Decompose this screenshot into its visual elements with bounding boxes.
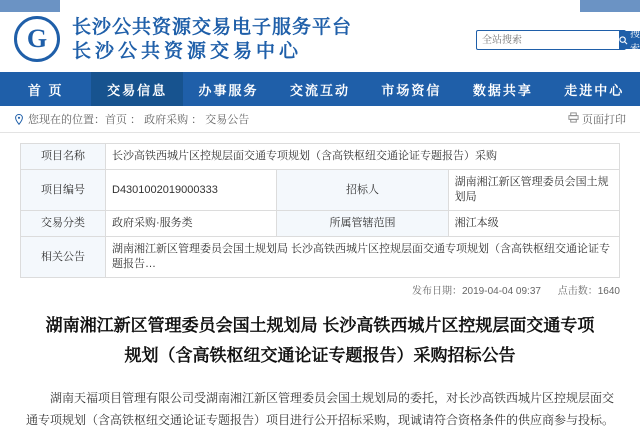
location-pin-icon — [14, 114, 24, 125]
breadcrumb — [0, 106, 640, 133]
row-value-project-name: 长沙高铁西城片区控规层面交通专项规划（含高铁枢纽交通论证专题报告）采购 — [106, 144, 620, 170]
row-label-project-code: 项目编号 — [21, 170, 106, 211]
row-label-project-name: 项目名称 — [21, 144, 106, 170]
row-label-jurisdiction: 所属管辖范围 — [277, 211, 448, 237]
row-value-trade-category: 政府采购·服务类 — [106, 211, 277, 237]
search-button-label: 搜索 — [630, 29, 640, 55]
site-logo[interactable] — [14, 16, 60, 62]
row-value-project-code: D4301002019000333 — [106, 170, 277, 211]
search-button[interactable] — [619, 29, 640, 55]
breadcrumb-path[interactable]: 首页 ： 政府采购 ： 交易公告 — [105, 114, 250, 126]
print-button-label: 页面打印 — [582, 114, 626, 126]
article-paragraph-1: 湖南天福项目管理有限公司受湖南湘江新区管理委员会国土规划局的委托，对长沙高铁西城片区控规层面交通专项规划（含高铁枢纽交通论证专题报告）项目进行公开招标采购，现诚请符合资格条件的供应商参与投标。 — [26, 391, 615, 427]
site-title-line2: 长沙公共资源交易中心 — [72, 41, 303, 62]
site-title-line1: 长沙公共资源交易电子服务平台 — [72, 17, 353, 38]
nav-item-data-share[interactable]: 数据共享 — [472, 82, 533, 98]
search-icon — [619, 36, 628, 45]
row-label-trade-category: 交易分类 — [21, 211, 106, 237]
article-meta — [0, 278, 640, 297]
row-value-related-notice[interactable]: 湖南湘江新区管理委员会国土规划局 长沙高铁西城片区控规层面交通专项规划（含高铁枢纽交通论证专题报告… — [106, 237, 620, 278]
table-row — [21, 211, 620, 237]
publish-date: 发布日期：2019-04-04 09:37 — [412, 286, 541, 297]
search-box[interactable] — [476, 29, 640, 55]
row-label-tenderer: 招标人 — [277, 170, 448, 211]
search-input[interactable] — [477, 31, 619, 49]
nav-item-services[interactable]: 办事服务 — [198, 82, 259, 98]
table-row — [21, 237, 620, 278]
top-strip-left-block — [0, 0, 60, 12]
main-nav — [0, 72, 640, 106]
table-row — [21, 170, 620, 211]
site-header — [0, 14, 640, 72]
article-body — [0, 371, 640, 431]
info-table-wrap — [0, 133, 640, 278]
nav-item-trade-info[interactable]: 交易信息 — [91, 72, 182, 106]
page-title: 湖南湘江新区管理委员会国土规划局 长沙高铁西城片区控规层面交通专项规划（含高铁枢纽交通论证专题报告）采购招标公告 — [45, 316, 595, 365]
table-row — [21, 144, 620, 170]
breadcrumb-prefix: 您现在的位置： — [28, 114, 105, 126]
logo-letter: G — [26, 24, 48, 53]
nav-item-interaction[interactable]: 交流互动 — [289, 82, 350, 98]
row-value-jurisdiction: 湘江本级 — [448, 211, 619, 237]
row-label-related-notice: 相关公告 — [21, 237, 106, 278]
top-strip-right-block — [580, 0, 640, 12]
row-value-tenderer: 湖南湘江新区管理委员会国土规划局 — [448, 170, 619, 211]
view-count: 点击数：1640 — [557, 286, 620, 297]
printer-icon — [568, 112, 579, 126]
project-info-table — [20, 143, 620, 278]
print-button[interactable] — [568, 111, 626, 127]
nav-item-market-credit[interactable]: 市场资信 — [381, 82, 442, 98]
top-strip — [0, 0, 640, 14]
nav-item-about[interactable]: 走进中心 — [564, 82, 625, 98]
site-title-block — [72, 16, 352, 64]
nav-item-home[interactable]: 首 页 — [27, 82, 64, 98]
